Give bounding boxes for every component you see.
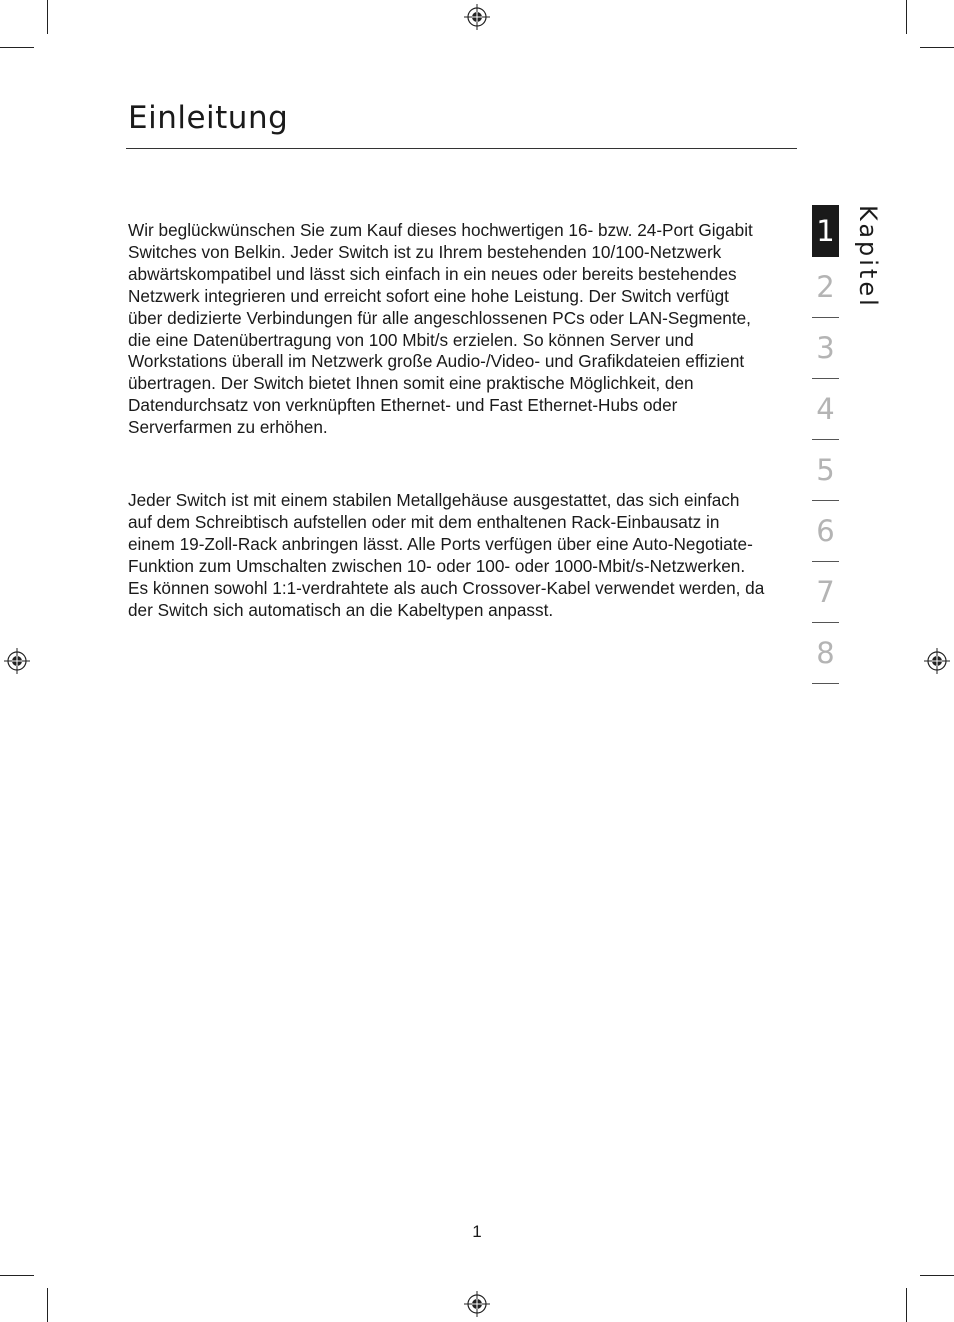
crop-mark (920, 47, 954, 48)
chapter-tab-1[interactable]: 1 (812, 205, 839, 257)
crop-mark (920, 1275, 954, 1276)
crop-mark (47, 1288, 48, 1322)
crop-mark (906, 1288, 907, 1322)
chapter-label (842, 205, 882, 315)
registration-mark-icon (924, 648, 950, 674)
chapter-tab-6[interactable]: 6 (812, 501, 839, 562)
chapter-tab-5[interactable]: 5 (812, 440, 839, 501)
chapter-tab-7[interactable]: 7 (812, 562, 839, 623)
page-number: 1 (472, 1222, 482, 1241)
crop-mark (47, 0, 48, 34)
chapter-tab-4[interactable]: 4 (812, 379, 839, 440)
chapter-tab-3[interactable]: 3 (812, 318, 839, 379)
chapter-tab-2[interactable]: 2 (812, 257, 839, 318)
intro-paragraph: Wir beglückwünschen Sie zum Kauf dieses hochwertigen 16- bzw. 24-Port Gigabit Switches von Belkin. Jeder Switch ist zu Ihrem bestehenden 10/100-Netzwerk abwärtskompatibel und lässt sich einfach in ein neues oder bereits bestehendes Netzwerk integrieren und erreicht sofort eine hohe Leistung. Der Switch verfügt über dedizierte Verbindungen für alle angeschlossenen PCs oder LAN-Segmente, die eine Datenübertragung von 100 Mbit/s erzielen. So können Server und Workstations überall im Netzwerk große Audio-/Video- und Grafikdateien effizient übertragen. Der Switch bietet Ihnen somit eine praktische Möglichkeit, den Datendurchsatz von verknüpften Ethernet- und Fast Ethernet-Hubs oder Serverfarmen zu erhöhen. (128, 220, 753, 438)
crop-mark (906, 0, 907, 34)
features-paragraph: Jeder Switch ist mit einem stabilen Metallgehäuse ausgestattet, das sich einfach auf dem Schreibtisch aufstellen oder mit dem enthaltenen Rack-Einbausatz in einem 19-Zoll-Rack anbringen lässt. Alle Ports verfügen über eine Auto-Negotiate-Funktion zum Umschalten zwischen 10- oder 100- oder 1000-Mbit/s-Netzwerken. Es können sowohl 1:1-verdrahtete als auch Crossover-Kabel verwendet werden, da der Switch sich automatisch an die Kabeltypen anpasst. (128, 490, 765, 620)
registration-mark-icon (464, 1291, 490, 1317)
registration-mark-icon (4, 648, 30, 674)
crop-mark (0, 1275, 34, 1276)
chapter-nav (812, 205, 840, 684)
chapter-label-text: Kapitel (854, 205, 882, 309)
registration-mark-icon (464, 4, 490, 30)
crop-mark (0, 47, 34, 48)
chapter-tab-8[interactable]: 8 (812, 623, 839, 684)
title-divider (126, 148, 797, 149)
page-title: Einleitung (128, 100, 289, 136)
